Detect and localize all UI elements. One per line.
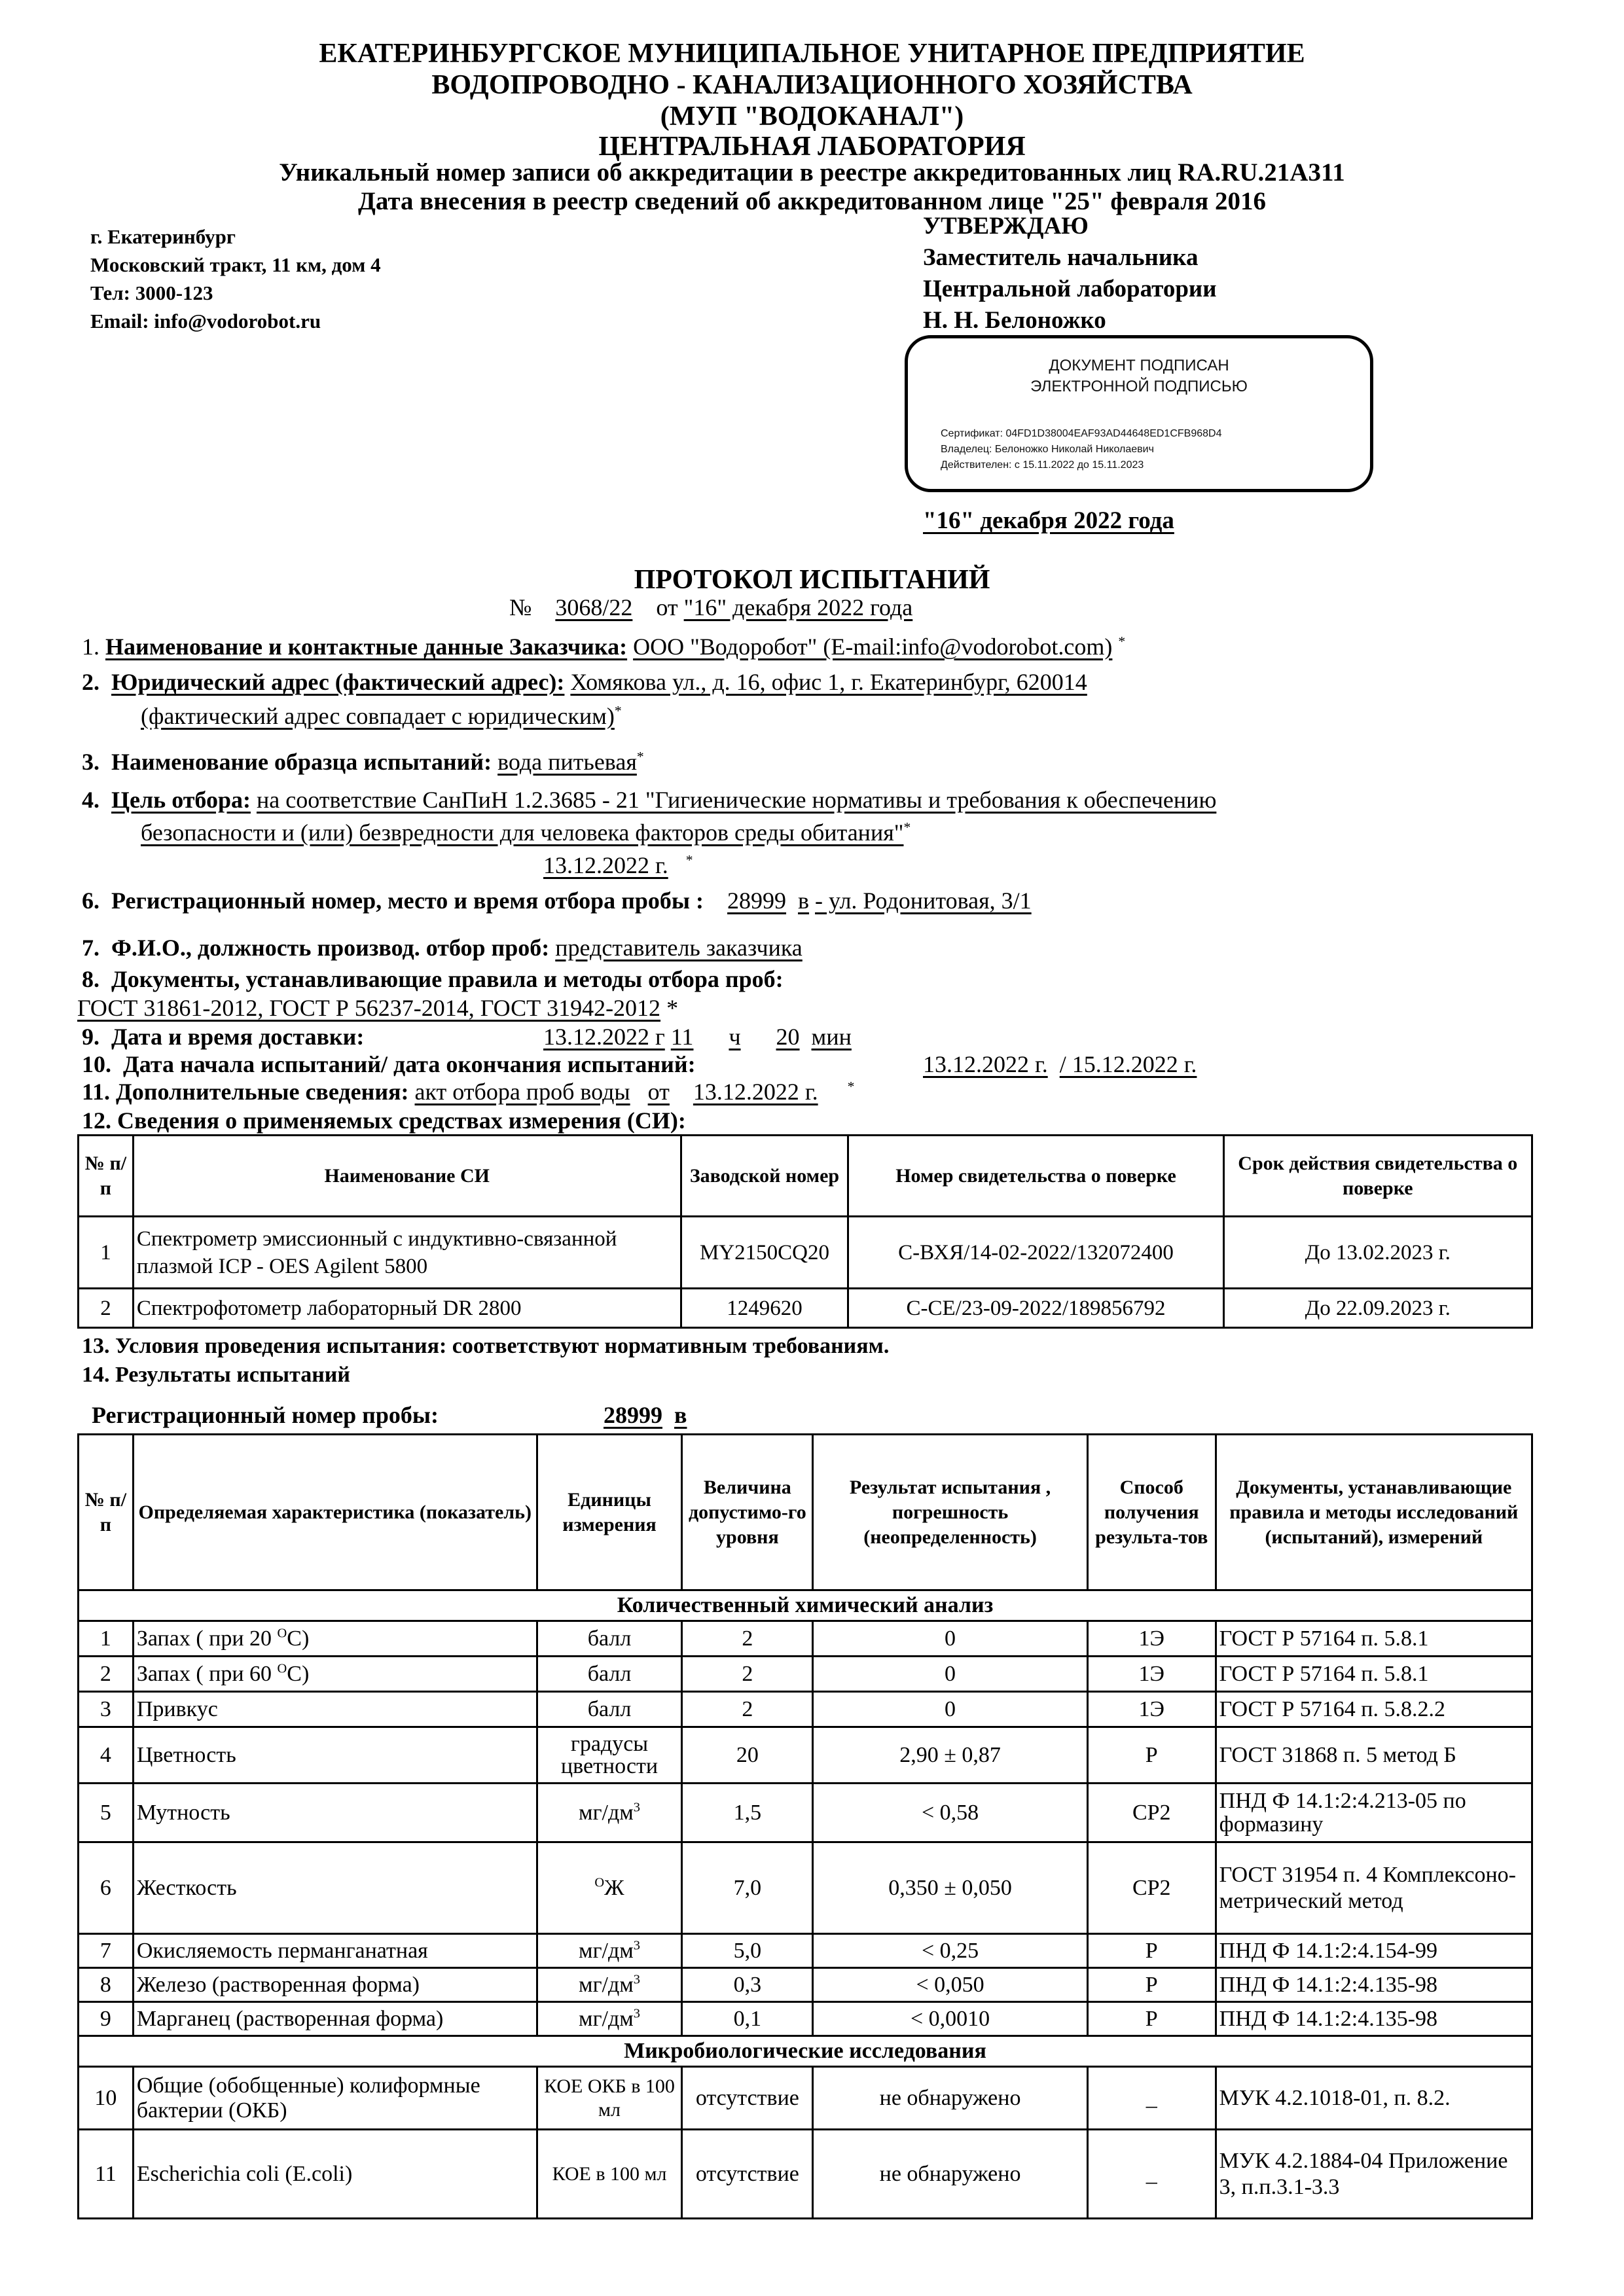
characteristic-name: Окисляемость перманганатная	[133, 1934, 537, 1968]
unit-text: мг/дм	[579, 1938, 634, 1963]
document: ПНД Ф 14.1:2:4.135-98	[1216, 1968, 1532, 2002]
table-row	[79, 1934, 1532, 1968]
unit-text: Ж	[604, 1875, 624, 1900]
characteristic-name: Мутность	[133, 1784, 537, 1842]
item-9-number: 9.	[82, 1024, 99, 1050]
delivery-time	[543, 1022, 852, 1051]
si-cert: С-ВХЯ/14-02-2022/132072400	[848, 1217, 1223, 1289]
item-14: 14. Результаты испытаний	[82, 1363, 350, 1387]
method: 1Э	[1087, 1621, 1216, 1657]
unit-text: мг/дм	[579, 1800, 634, 1825]
esign-validity: Действителен: с 15.11.2022 до 15.11.2023	[941, 459, 1144, 471]
si-col-cert: Номер свидетельства о поверке	[848, 1136, 1223, 1217]
method: 1Э	[1087, 1692, 1216, 1727]
col-limit: Величина допустимо-го уровня	[682, 1435, 813, 1590]
approval-position-2: Центральной лаборатории	[923, 276, 1217, 302]
result: не обнаружено	[813, 2130, 1088, 2219]
lab-address	[90, 223, 381, 335]
result: < 0,050	[813, 1968, 1088, 2002]
document: МУК 4.2.1018-01, п. 8.2.	[1216, 2067, 1532, 2130]
item-2	[82, 668, 1087, 696]
item-2-note	[82, 702, 622, 730]
accreditation-date: Дата внесения в реестр сведений об аккредитованном лице "25" февраля 2016	[358, 187, 1266, 215]
limit: отсутствие	[682, 2067, 813, 2130]
address-email: Email: info@vodorobot.ru	[90, 310, 321, 332]
col-method: Способ получения результа-тов	[1087, 1435, 1216, 1590]
col-characteristic: Определяемая характеристика (показатель)	[133, 1435, 537, 1590]
test-end-date: / 15.12.2022 г.	[1059, 1051, 1197, 1077]
document: ПНД Ф 14.1:2:4.135-98	[1216, 2002, 1532, 2036]
document: ГОСТ 31954 п. 4 Комплексоно-метрический метод	[1216, 1842, 1532, 1934]
approval-signer: Н. Н. Белоножко	[923, 307, 1106, 334]
item-3-label: Наименование образца испытаний:	[111, 749, 492, 775]
limit: 2	[682, 1621, 813, 1657]
sampling-purpose-1: на соответствие СанПиН 1.2.3685 - 21 "Гигиенические нормативы и требования к обеспечению	[256, 787, 1217, 813]
item-4-label: Цель отбора:	[111, 787, 251, 813]
item-4-note-mark: *	[903, 819, 911, 835]
section-chemical-analysis: Количественный химический анализ	[79, 1590, 1532, 1621]
limit: 0,1	[682, 2002, 813, 2036]
characteristic-name-end: С)	[287, 1661, 310, 1686]
sample-registration-line	[92, 1401, 439, 1429]
limit: 2	[682, 1657, 813, 1692]
esign-owner: Владелец: Белоножко Николай Николаевич	[941, 444, 1154, 455]
delivery-minutes-unit: мин	[811, 1024, 852, 1050]
result: < 0,0010	[813, 2002, 1088, 2036]
method: Р	[1087, 1934, 1216, 1968]
customer-name: ООО "Водоробот" (E-mail:info@vodorobot.com)	[633, 634, 1113, 660]
row-number: 9	[79, 2002, 134, 2036]
legal-address: Хомякова ул., д. 16, офис 1, г. Екатеринбург, 620014	[570, 669, 1087, 695]
item-6	[82, 886, 1032, 915]
registration-suffix: в	[798, 888, 810, 914]
esign-title-1: ДОКУМЕНТ ПОДПИСАН	[1049, 357, 1229, 374]
result: 0	[813, 1657, 1088, 1692]
characteristic-name: Escherichia coli (E.coli)	[133, 2130, 537, 2219]
unit	[537, 1784, 682, 1842]
table-row	[79, 1217, 1532, 1289]
unit: КОЕ в 100 мл	[537, 2130, 682, 2219]
unit	[537, 1934, 682, 1968]
protocol-number-line	[509, 593, 912, 622]
item-8-number: 8.	[82, 966, 99, 992]
characteristic-name: Жесткость	[133, 1842, 537, 1934]
method: Р	[1087, 2002, 1216, 2036]
address-phone: Тел: 3000-123	[90, 281, 213, 304]
item-6-number: 6.	[82, 888, 99, 914]
item-1-note-mark: *	[1118, 634, 1126, 649]
item-9-label: Дата и время доставки:	[111, 1024, 365, 1050]
address-street: Московский тракт, 11 км, дом 4	[90, 253, 381, 276]
unit-text: мг/дм	[579, 2006, 634, 2031]
row-number: 2	[79, 1657, 134, 1692]
registration-number: 28999	[727, 888, 787, 914]
unit: КОЕ ОКБ в 100 мл	[537, 2067, 682, 2130]
delivery-date: 13.12.2022 г	[543, 1024, 665, 1050]
item-7-label: Ф.И.О., должность производ. отбор проб:	[111, 935, 550, 961]
limit: 0,3	[682, 1968, 813, 2002]
characteristic	[133, 1621, 537, 1657]
result: < 0,58	[813, 1784, 1088, 1842]
result: 0	[813, 1621, 1088, 1657]
item-2-number: 2.	[82, 669, 99, 695]
document: ГОСТ Р 57164 п. 5.8.1	[1216, 1657, 1532, 1692]
degree-mark: О	[594, 1875, 605, 1890]
method: Р	[1087, 1968, 1216, 2002]
characteristic-name: Цветность	[133, 1727, 537, 1784]
characteristic-name: Общие (обобщенные) колиформные бактерии (ОКБ)	[133, 2067, 537, 2130]
unit-exponent: 3	[633, 1938, 640, 1953]
characteristic-name: Марганец (растворенная форма)	[133, 2002, 537, 2036]
limit: отсутствие	[682, 2130, 813, 2219]
table-row	[79, 1784, 1532, 1842]
col-result: Результат испытания , погрешность (неопределенность)	[813, 1435, 1088, 1590]
unit	[537, 2002, 682, 2036]
org-name-line1: ЕКАТЕРИНБУРГСКОЕ МУНИЦИПАЛЬНОЕ УНИТАРНОЕ ПРЕДПРИЯТИЕ	[319, 39, 1305, 69]
row-number: 10	[79, 2067, 134, 2130]
degree-mark: О	[277, 1661, 287, 1676]
unit-exponent: 3	[633, 1972, 640, 1987]
item-3	[82, 747, 644, 776]
sampling-standards: ГОСТ 31861-2012, ГОСТ Р 56237-2014, ГОСТ 31942-2012	[77, 995, 661, 1021]
item-3-note-mark: *	[636, 749, 644, 764]
si-name: Спектрофотометр лабораторный DR 2800	[133, 1289, 681, 1328]
results-table-header	[79, 1435, 1532, 1590]
table-row	[79, 1968, 1532, 2002]
si-col-name: Наименование СИ	[133, 1136, 681, 1217]
test-period	[923, 1050, 1197, 1079]
org-name-line2: ВОДОПРОВОДНО - КАНАЛИЗАЦИОННОГО ХОЗЯЙСТВА	[431, 70, 1193, 100]
unit-exponent: 3	[633, 1800, 640, 1815]
electronic-signature-stamp	[905, 335, 1373, 492]
document: ГОСТ 31868 п. 5 метод Б	[1216, 1727, 1532, 1784]
si-validity: До 22.09.2023 г.	[1223, 1289, 1532, 1328]
si-serial: 1249620	[681, 1289, 848, 1328]
result: 2,90 ± 0,87	[813, 1727, 1088, 1784]
test-results-table	[77, 1433, 1533, 2219]
item-12: 12. Сведения о применяемых средствах измерения (СИ):	[82, 1107, 686, 1134]
document: ПНД Ф 14.1:2:4.154-99	[1216, 1934, 1532, 1968]
si-col-validity: Срок действия свидетельства о поверке	[1223, 1136, 1532, 1217]
unit-text: мг/дм	[579, 1972, 634, 1997]
item-8-value	[77, 994, 678, 1022]
limit: 2	[682, 1692, 813, 1727]
sampler-name: представитель заказчика	[555, 935, 803, 961]
col-document: Документы, устанавливающие правила и методы исследований (испытаний), измерений	[1216, 1435, 1532, 1590]
item-1-number: 1.	[82, 634, 99, 660]
delivery-minutes: 20	[776, 1024, 800, 1050]
method: _	[1087, 2130, 1216, 2219]
si-col-number: № п/п	[79, 1136, 134, 1217]
characteristic-name-end: С)	[287, 1626, 310, 1651]
unit	[537, 1842, 682, 1934]
protocol-from-label: от	[656, 594, 678, 620]
item-3-number: 3.	[82, 749, 99, 775]
characteristic-name: Железо (растворенная форма)	[133, 1968, 537, 2002]
item-11-note-mark: *	[847, 1079, 855, 1094]
method: 1Э	[1087, 1657, 1216, 1692]
si-cert: С-СЕ/23-09-2022/189856792	[848, 1289, 1223, 1328]
unit	[537, 1968, 682, 2002]
protocol-date: "16" декабря 2022 года	[683, 594, 913, 620]
section-microbiology: Микробиологические исследования	[79, 2036, 1532, 2067]
item-10-label: Дата начала испытаний/ дата окончания испытаний:	[123, 1051, 696, 1077]
row-number: 4	[79, 1727, 134, 1784]
characteristic-name: Запах ( при 60	[136, 1661, 278, 1686]
item-9	[82, 1022, 364, 1051]
si-table-header	[79, 1136, 1532, 1217]
table-row	[79, 2130, 1532, 2219]
item-10-number: 10.	[82, 1051, 111, 1077]
esign-title-2: ЭЛЕКТРОННОЙ ПОДПИСЬЮ	[1030, 378, 1248, 395]
characteristic	[133, 1657, 537, 1692]
si-row-number: 1	[79, 1217, 134, 1289]
sampling-date: 13.12.2022 г.	[543, 852, 668, 878]
document: ГОСТ Р 57164 п. 5.8.2.2	[1216, 1692, 1532, 1727]
table-row	[79, 1842, 1532, 1934]
col-unit: Единицы измерения	[537, 1435, 682, 1590]
characteristic-name: Привкус	[133, 1692, 537, 1727]
address-city: г. Екатеринбург	[90, 225, 236, 248]
additional-info: акт отбора проб воды	[414, 1079, 630, 1105]
table-row	[79, 1289, 1532, 1328]
document: МУК 4.2.1884-04 Приложение 3, п.п.3.1-3.3	[1216, 2130, 1532, 2219]
result: 0	[813, 1692, 1088, 1727]
sample-name: вода питьевая	[497, 749, 637, 775]
approval-block	[923, 211, 1217, 336]
approval-position-1: Заместитель начальника	[923, 244, 1199, 271]
result: не обнаружено	[813, 2067, 1088, 2130]
sampling-purpose-2: безопасности и (или) безвредности для человека факторов среды обитания"	[141, 819, 904, 846]
document: ПНД Ф 14.1:2:4.213-05 по формазину	[1216, 1784, 1532, 1842]
item-4	[82, 785, 1216, 814]
table-row	[79, 1727, 1532, 1784]
row-number: 3	[79, 1692, 134, 1727]
sample-registration-number: 28999	[604, 1402, 662, 1428]
additional-info-date: 13.12.2022 г.	[693, 1079, 818, 1105]
row-number: 7	[79, 1934, 134, 1968]
limit: 5,0	[682, 1934, 813, 1968]
item-2-note-mark: *	[614, 703, 622, 719]
item-11-label: Дополнительные сведения:	[116, 1079, 409, 1105]
table-row	[79, 1692, 1532, 1727]
protocol-title: ПРОТОКОЛ ИСПЫТАНИЙ	[634, 565, 990, 595]
limit: 7,0	[682, 1842, 813, 1934]
sample-registration-label: Регистрационный номер пробы:	[92, 1402, 439, 1428]
section-row	[79, 1590, 1532, 1621]
si-col-serial: Заводской номер	[681, 1136, 848, 1217]
table-row	[79, 1657, 1532, 1692]
table-row	[79, 2002, 1532, 2036]
section-row	[79, 2036, 1532, 2067]
sample-registration-suffix: в	[674, 1402, 687, 1428]
row-number: 8	[79, 1968, 134, 2002]
item-8-label: Документы, устанавливающие правила и методы отбора проб:	[111, 966, 784, 992]
limit: 20	[682, 1727, 813, 1784]
col-number: № п/п	[79, 1435, 134, 1590]
item-11-number: 11.	[82, 1079, 111, 1105]
method: Р	[1087, 1727, 1216, 1784]
item-10	[82, 1050, 696, 1079]
method: _	[1087, 2067, 1216, 2130]
item-4-number: 4.	[82, 787, 99, 813]
method: СР2	[1087, 1784, 1216, 1842]
item-4-date-line	[543, 851, 693, 880]
characteristic-name: Запах ( при 20	[136, 1626, 278, 1651]
unit-exponent: 3	[633, 2006, 640, 2021]
unit: градусы цветности	[537, 1727, 682, 1784]
si-serial: MY2150CQ20	[681, 1217, 848, 1289]
degree-mark: О	[277, 1626, 287, 1641]
table-row	[79, 2067, 1532, 2130]
unit: балл	[537, 1621, 682, 1657]
result: < 0,25	[813, 1934, 1088, 1968]
si-name: Спектрометр эмиссионный с индуктивно-связанной плазмой ICP - OES Agilent 5800	[133, 1217, 681, 1289]
table-row	[79, 1621, 1532, 1657]
item-13: 13. Условия проведения испытания: соответствуют нормативным требованиям.	[82, 1334, 890, 1358]
item-8	[82, 965, 784, 994]
row-number: 11	[79, 2130, 134, 2219]
document: ГОСТ Р 57164 п. 5.8.1	[1216, 1621, 1532, 1657]
accreditation-number: Уникальный номер записи об аккредитации в реестре аккредитованных лиц RA.RU.21А311	[279, 158, 1345, 187]
item-4-line2	[141, 818, 911, 847]
additional-info-from: от	[647, 1079, 670, 1105]
item-11	[82, 1077, 854, 1106]
item-1-label: Наименование и контактные данные Заказчика:	[105, 634, 628, 660]
protocol-number-label: №	[509, 594, 532, 620]
delivery-hour: 11	[670, 1024, 694, 1050]
item-1	[82, 632, 1125, 661]
actual-address-note: (фактический адрес совпадает с юридическим)	[141, 703, 615, 729]
item-6-label: Регистрационный номер, место и время отбора пробы :	[111, 888, 704, 914]
delivery-hour-unit: ч	[729, 1024, 741, 1050]
si-validity: До 13.02.2023 г.	[1223, 1217, 1532, 1289]
test-start-date: 13.12.2022 г.	[923, 1051, 1048, 1077]
result: 0,350 ± 0,050	[813, 1842, 1088, 1934]
item-7	[82, 933, 803, 962]
row-number: 6	[79, 1842, 134, 1934]
method: СР2	[1087, 1842, 1216, 1934]
limit: 1,5	[682, 1784, 813, 1842]
unit: балл	[537, 1657, 682, 1692]
org-name-line3: (МУП "ВОДОКАНАЛ")	[660, 101, 964, 132]
approval-date: "16" декабря 2022 года	[923, 507, 1174, 534]
unit: балл	[537, 1692, 682, 1727]
item-8-note-mark: *	[666, 995, 679, 1021]
item-7-number: 7.	[82, 935, 99, 961]
row-number: 5	[79, 1784, 134, 1842]
esign-certificate: Сертификат: 04FD1D38004EAF93AD44648ED1CFB968D4	[941, 428, 1222, 439]
sampling-place: - ул. Родонитовая, 3/1	[815, 888, 1032, 914]
si-row-number: 2	[79, 1289, 134, 1328]
lab-name: ЦЕНТРАЛЬНАЯ ЛАБОРАТОРИЯ	[598, 132, 1026, 162]
measuring-instruments-table	[77, 1134, 1533, 1329]
item-4-date-note-mark: *	[685, 852, 693, 868]
row-number: 1	[79, 1621, 134, 1657]
approval-title: УТВЕРЖДАЮ	[923, 213, 1089, 240]
item-2-label: Юридический адрес (фактический адрес):	[111, 669, 565, 695]
sample-registration-value	[604, 1401, 687, 1429]
protocol-number: 3068/22	[555, 594, 633, 620]
